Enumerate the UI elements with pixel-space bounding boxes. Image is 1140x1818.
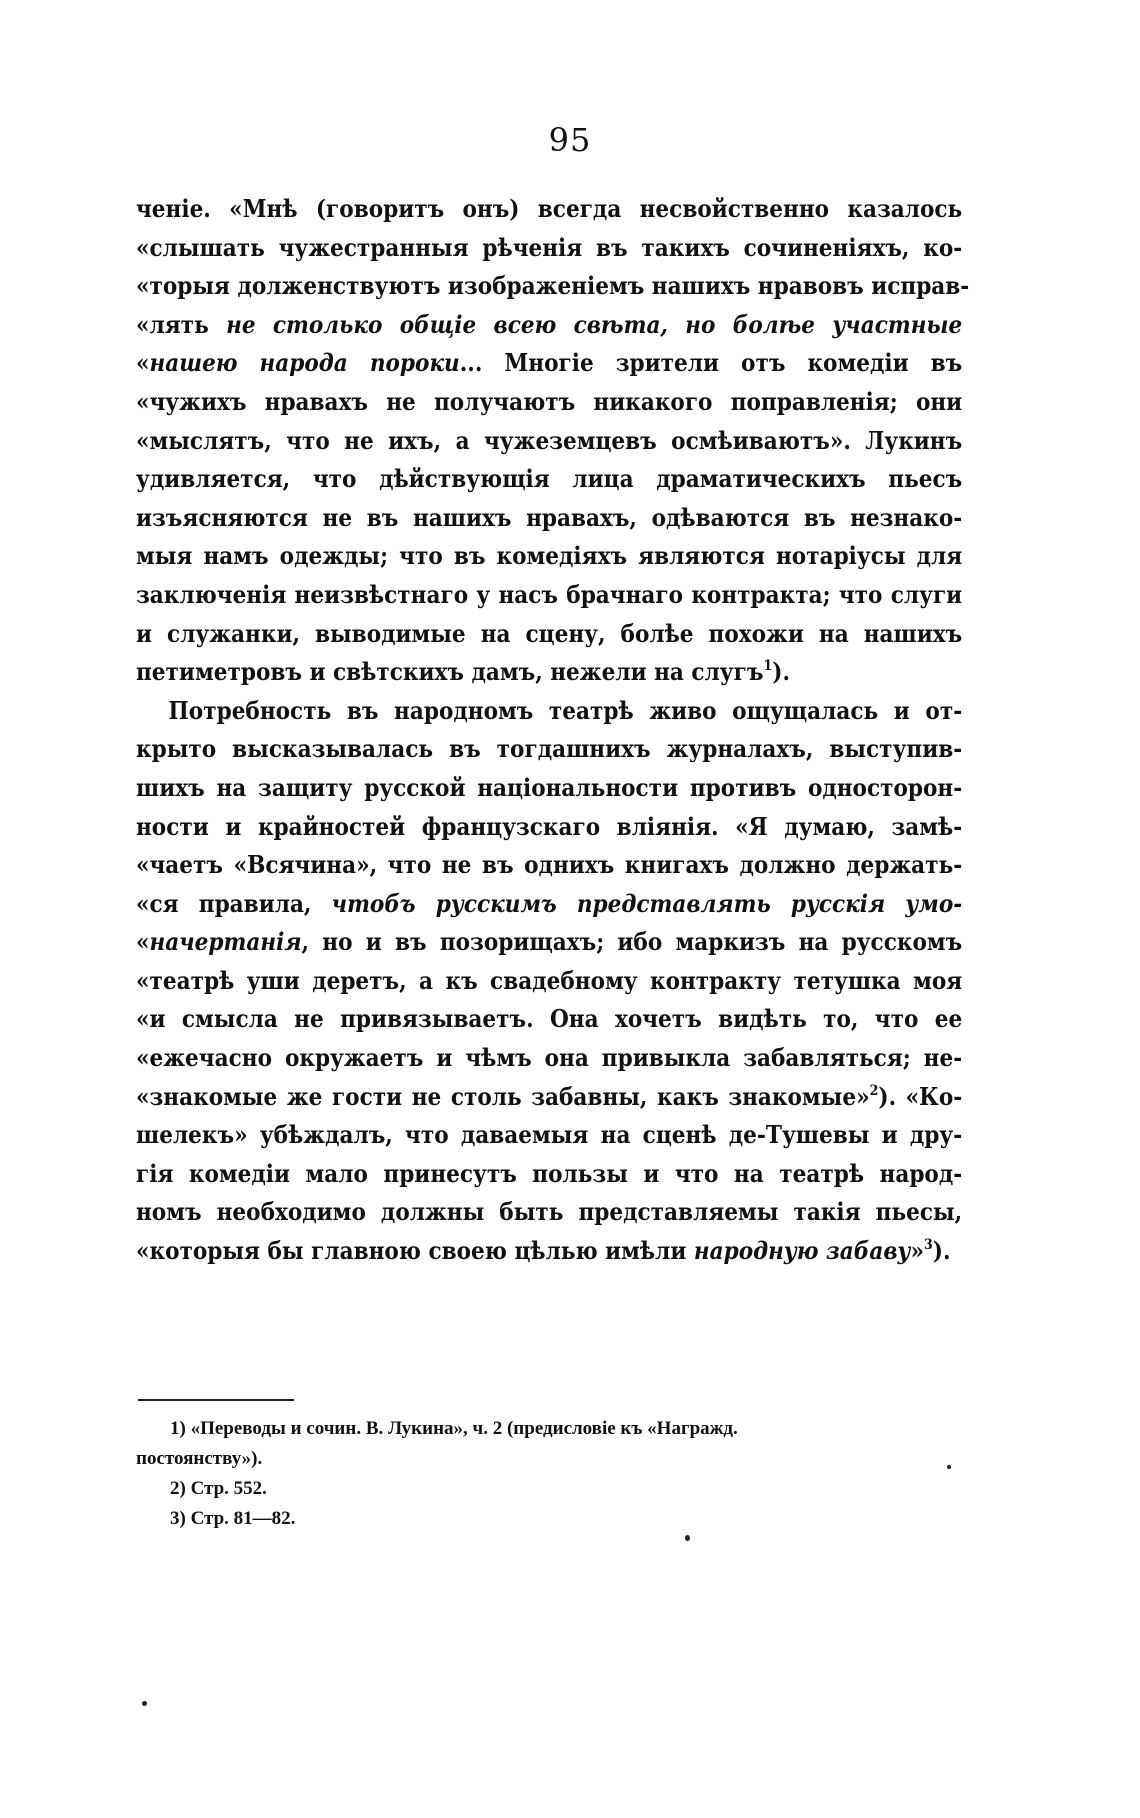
- text-line: Потребность въ народномъ театрѣ живо ощущалась и от-: [168, 695, 963, 725]
- italic-quote: не столько общіе всею свѣта, но болѣе участные: [226, 309, 963, 339]
- text-line: «лять не столько общіе всею свѣта, но болѣе участные: [136, 309, 963, 339]
- text-line: «слышать чужестранныя рѣченія въ такихъ сочиненіяхъ, ко-: [136, 232, 963, 262]
- text-line: «ежечасно окружаетъ и чѣмъ она привыкла забавляться; не-: [136, 1043, 963, 1073]
- text-line: «торыя долженствуютъ изображеніемъ нашихъ нравовъ исправ-: [136, 271, 970, 301]
- footnote-divider: [138, 1399, 294, 1401]
- footnote-ref: 3: [923, 1237, 933, 1254]
- text-line: «нашею народа пороки... Многіе зрители отъ комедіи въ: [136, 348, 963, 378]
- text-line: «театрѣ уши деретъ, а къ свадебному контракту тетушка моя: [136, 965, 963, 995]
- italic-quote: народную забаву: [693, 1236, 911, 1266]
- text-line: и служанки, выводимые на сцену, болѣе похожи на нашихъ: [136, 618, 963, 648]
- footnote: 2) Стр. 552.: [170, 1478, 267, 1499]
- text-line: удивляется, что дѣйствующія лица драматическихъ пьесъ: [136, 464, 963, 494]
- footnote: 3) Стр. 81—82.: [170, 1508, 296, 1529]
- text-line: «чужихъ нравахъ не получаютъ никакого поправленія; они: [136, 386, 963, 416]
- italic-quote: чтобъ русскимъ представлять русскія умо-: [331, 888, 963, 918]
- text-line: «и смысла не привязываетъ. Она хочетъ видѣть то, что ее: [136, 1004, 963, 1034]
- footnote-ref: 1: [763, 658, 773, 675]
- page-number: 95: [548, 121, 592, 159]
- footnote-continuation: постоянству»).: [136, 1448, 263, 1469]
- text-line: мыя намъ одежды; что въ комедіяхъ являются нотаріусы для: [136, 541, 963, 571]
- italic-quote: нашею народа пороки: [149, 348, 460, 378]
- scan-speck: [947, 1465, 951, 1469]
- scan-speck: [142, 1701, 147, 1706]
- text-line: шихъ на защиту русской національности противъ односторон-: [136, 772, 963, 802]
- italic-quote: начертанія: [149, 927, 302, 957]
- footnote-ref: 2: [869, 1082, 879, 1099]
- text-line: крыто высказывалась въ тогдашнихъ журналахъ, выступив-: [136, 734, 963, 764]
- text-line: «начертанія, но и въ позорищахъ; ибо маркизъ на русскомъ: [136, 927, 963, 957]
- scan-speck: [685, 1535, 690, 1541]
- text-line: изъясняются не въ нашихъ нравахъ, одѣваются въ незнако-: [136, 502, 963, 532]
- text-line: номъ необходимо должны быть представляемы такія пьесы,: [136, 1197, 963, 1227]
- text-line: заключенія неизвѣстнаго у насъ брачнаго контракта; что слуги: [136, 579, 963, 609]
- text-line: «мыслятъ, что не ихъ, а чужеземцевъ осмѣиваютъ». Лукинъ: [136, 425, 963, 455]
- text-line: «которыя бы главною своею цѣлью имѣли народную забаву»$^3$).: [136, 1236, 951, 1266]
- body-text: [136, 190, 970, 1271]
- text-line: гія комедіи мало принесутъ пользы и что на театрѣ народ-: [136, 1158, 963, 1188]
- footnotes: [136, 1414, 970, 1534]
- text-line: «знакомые же гости не столь забавны, какъ знакомые»$^2$). «Ко-: [136, 1081, 963, 1111]
- footnote: 1) «Переводы и сочин. В. Лукина», ч. 2 (предисловіе къ «Награжд.: [170, 1418, 738, 1439]
- text-line: «ся правила, чтобъ русскимъ представлять русскія умо-: [136, 888, 963, 918]
- text-line: ности и крайностей французскаго вліянія. «Я думаю, замѣ-: [136, 811, 963, 841]
- text-line: «чаетъ «Всячина», что не въ однихъ книгахъ должно держать-: [136, 850, 963, 880]
- text-line: шелекъ» убѣждалъ, что даваемыя на сценѣ де-Тушевы и дру-: [136, 1120, 963, 1150]
- text-line: петиметровъ и свѣтскихъ дамъ, нежели на слугъ$^1$).: [136, 657, 790, 687]
- text-line: ченіе. «Мнѣ (говоритъ онъ) всегда несвойственно казалось: [136, 194, 963, 223]
